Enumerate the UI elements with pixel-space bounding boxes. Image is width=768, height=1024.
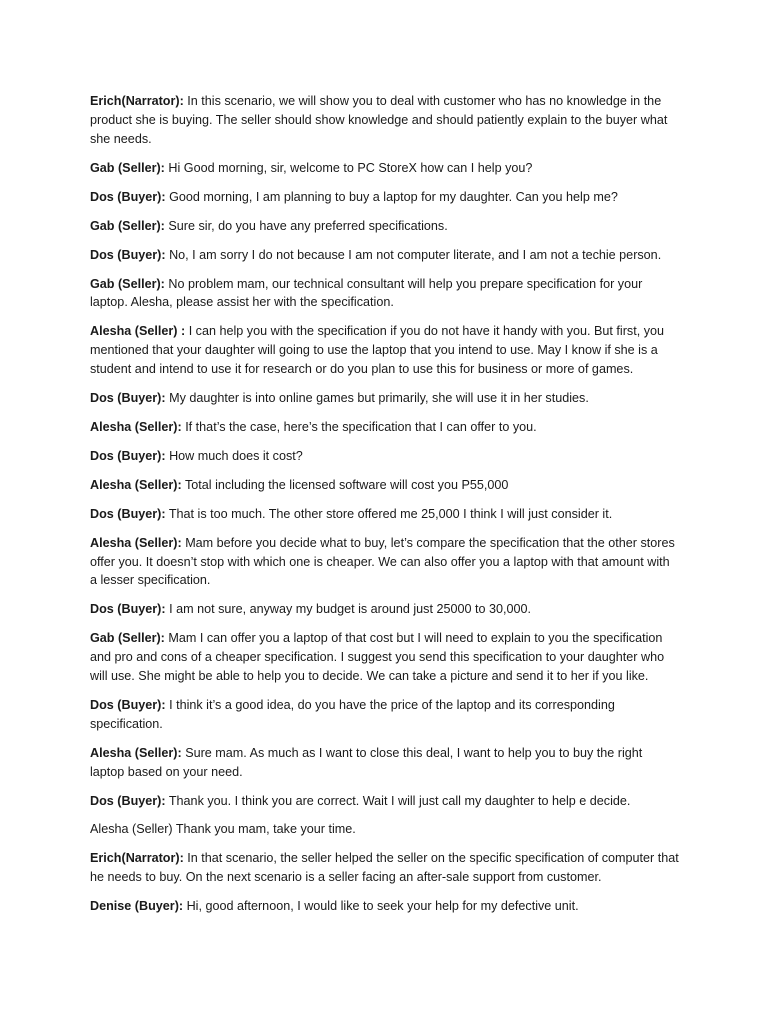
dialogue-line [90, 696, 680, 734]
speaker-name: Gab (Seller): [90, 218, 165, 233]
dialogue-text: In this scenario, we will show you to deal with customer who has no knowledge in the product she is buying. The seller should show knowledge and should patiently explain to the buyer what she needs. [90, 94, 668, 146]
speaker-name: Gab (Seller): [90, 631, 165, 646]
dialogue-line [90, 92, 680, 148]
speaker-name: Alesha (Seller): [90, 477, 182, 492]
speaker-name: Dos (Buyer): [90, 390, 166, 405]
speaker-name: Alesha (Seller): [90, 535, 182, 550]
dialogue-line [90, 246, 680, 265]
speaker-name: Dos (Buyer): [90, 602, 166, 617]
dialogue-line [90, 275, 680, 313]
dialogue-line [90, 322, 680, 378]
dialogue-text: Mam I can offer you a laptop of that cost but I will need to explain to you the specification and pro and cons of a cheaper specification. I suggest you send this specification to your daughter who will use. She might be able to help you to decide. We can take a picture and send it to her if you like. [90, 631, 665, 683]
speaker-name: Dos (Buyer): [90, 247, 166, 262]
dialogue-text: In that scenario, the seller helped the seller on the specific specification of computer that he needs to buy. On the next scenario is a seller facing an after-sale support from customer. [90, 851, 679, 885]
dialogue-line [90, 447, 680, 466]
speaker-name: Denise (Buyer): [90, 899, 184, 914]
dialogue-text: Hi, good afternoon, I would like to seek your help for my defective unit. [186, 899, 579, 914]
dialogue-text: That is too much. The other store offered me 25,000 I think I will just consider it. [168, 506, 613, 521]
dialogue-line [90, 389, 680, 408]
dialogue-line [90, 418, 680, 437]
dialogue-text: Hi Good morning, sir, welcome to PC StoreX how can I help you? [168, 160, 533, 175]
speaker-name: Dos (Buyer): [90, 189, 166, 204]
dialogue-text: Sure sir, do you have any preferred specifications. [168, 218, 448, 233]
dialogue-text: My daughter is into online games but primarily, she will use it in her studies. [169, 390, 589, 405]
dialogue-line [90, 820, 680, 839]
speaker-name: Gab (Seller): [90, 160, 165, 175]
dialogue-line [90, 188, 680, 207]
dialogue-line [90, 217, 680, 236]
dialogue-line [90, 849, 680, 887]
dialogue-line [90, 600, 680, 619]
dialogue-text: Total including the licensed software will cost you P55,000 [184, 477, 509, 492]
dialogue-line [90, 897, 680, 916]
speaker-name: Alesha (Seller): [90, 745, 182, 760]
speaker-name: Dos (Buyer): [90, 697, 166, 712]
dialogue-text: Good morning, I am planning to buy a laptop for my daughter. Can you help me? [169, 189, 618, 204]
dialogue-text: Alesha (Seller) Thank you mam, take your time. [90, 822, 356, 837]
dialogue-line [90, 744, 680, 782]
speaker-name: Alesha (Seller) : [90, 324, 186, 339]
dialogue-text: Mam before you decide what to buy, let’s compare the specification that the other stores offer you. It doesn’t stop with which one is cheaper. We can also offer you a laptop with that amount with a lesser specification. [90, 535, 675, 588]
dialogue-text: I can help you with the specification if you do not have it handy with you. But first, you mentioned that your daughter will going to use the laptop that you intend to use. May I know if she is a student and intend to use it for research or do you plan to use this for business or more of games. [90, 324, 665, 376]
speaker-name: Erich(Narrator): [90, 851, 184, 866]
dialogue-text: If that’s the case, here’s the specification that I can offer to you. [185, 419, 537, 434]
dialogue-text: No, I am sorry I do not because I am not computer literate, and I am not a techie person. [169, 247, 662, 262]
dialogue-text: How much does it cost? [169, 448, 303, 463]
dialogue-line [90, 505, 680, 524]
speaker-name: Gab (Seller): [90, 276, 165, 291]
speaker-name: Dos (Buyer): [90, 448, 166, 463]
dialogue-line [90, 476, 680, 495]
dialogue-text: I think it’s a good idea, do you have the price of the laptop and its corresponding specification. [90, 697, 615, 731]
speaker-name: Alesha (Seller): [90, 419, 182, 434]
dialogue-text: No problem mam, our technical consultant will help you prepare specification for your laptop. Alesha, please assist her with the specification. [90, 276, 643, 310]
speaker-name: Dos (Buyer): [90, 506, 166, 521]
dialogue-text: Sure mam. As much as I want to close this deal, I want to help you to buy the right laptop based on your need. [90, 745, 643, 779]
speaker-name: Erich(Narrator): [90, 94, 184, 108]
dialogue-line [90, 159, 680, 178]
speaker-name: Dos (Buyer): [90, 793, 166, 808]
dialogue-line [90, 792, 680, 811]
dialogue-line [90, 629, 680, 685]
dialogue-text: I am not sure, anyway my budget is around just 25000 to 30,000. [169, 602, 532, 617]
dialogue-text: Thank you. I think you are correct. Wait I will just call my daughter to help e decide. [168, 793, 631, 808]
dialogue-line [90, 534, 680, 590]
document-page [90, 92, 680, 926]
